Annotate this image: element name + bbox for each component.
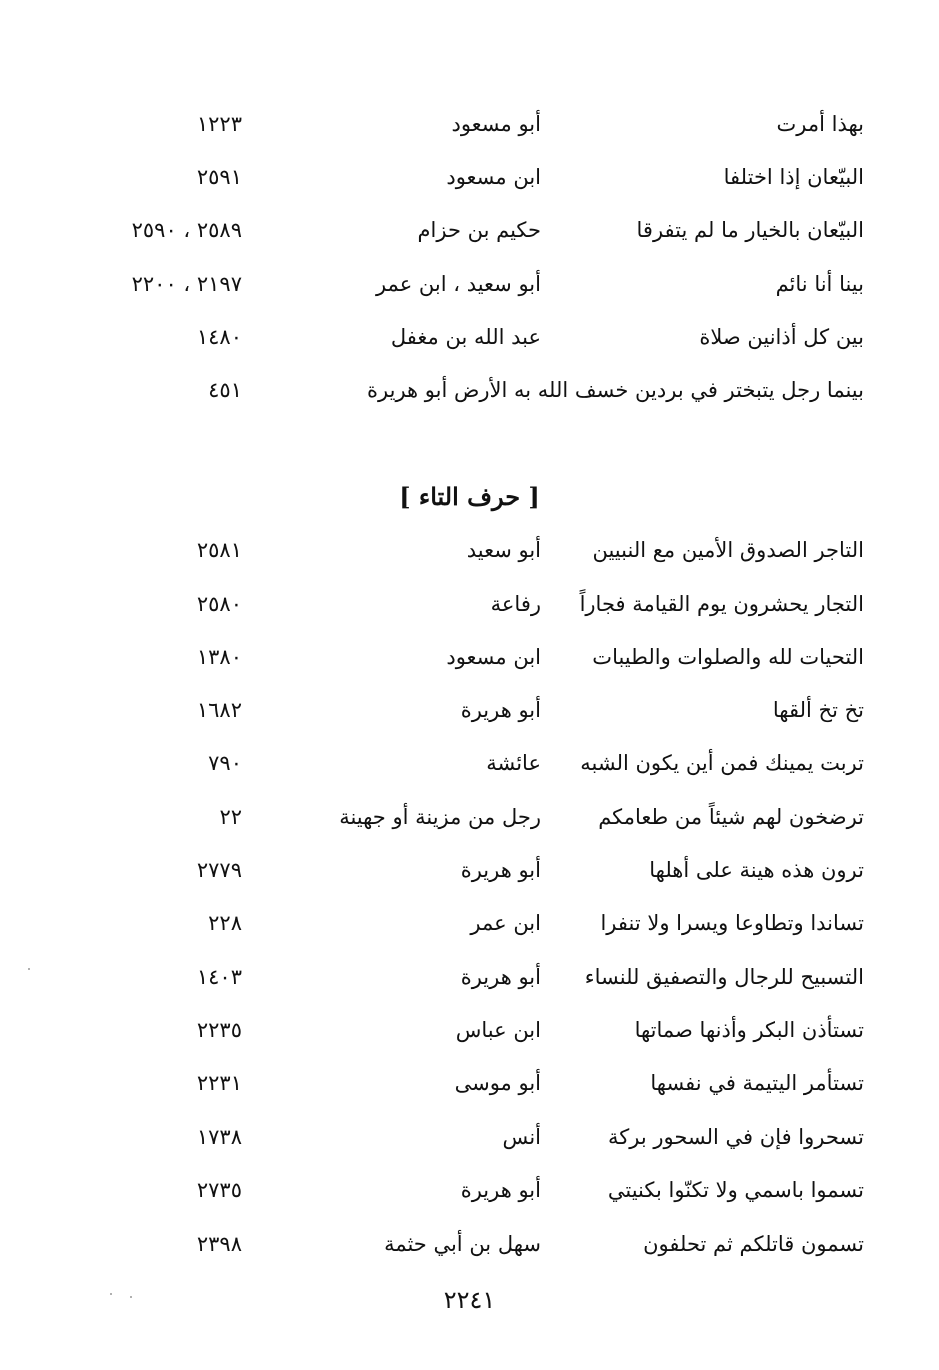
index-entry (0, 1010, 939, 1050)
hadith-text: البيّعان بالخيار ما لم يتفرقا (636, 218, 864, 242)
index-entry (0, 903, 939, 943)
narrator-name: حكيم بن حزام (417, 218, 541, 242)
index-entry (0, 157, 939, 197)
index-entry (0, 317, 939, 357)
hadith-text: بينما رجل يتبختر في بردين خسف الله به الأرض أبو هريرة (367, 378, 864, 402)
hadith-text: تسمون قاتلكم ثم تحلفون (643, 1232, 864, 1256)
hadith-text: بينا أنا نائم (775, 272, 864, 296)
hadith-number: ٢١٩٧ ، ٢٢٠٠ (131, 272, 242, 296)
narrator-name: رفاعة (490, 592, 541, 616)
hadith-number: ١٧٣٨ (196, 1125, 242, 1149)
hadith-text: البيّعان إذا اختلفا (723, 165, 864, 189)
hadith-text: تساندا وتطاوعا ويسرا ولا تنفرا (600, 911, 864, 935)
narrator-name: أبو هريرة (460, 965, 541, 989)
narrator-name: أبو هريرة (460, 1178, 541, 1202)
hadith-text: تسموا باسمي ولا تكنّوا بكنيتي (607, 1178, 864, 1202)
hadith-number: ١٦٨٢ (196, 698, 242, 722)
scan-speck (28, 968, 30, 970)
hadith-number: ٢٢٨ (208, 911, 242, 935)
index-entry (0, 690, 939, 730)
hadith-text: بهذا أمرت (776, 112, 864, 136)
hadith-text: تربت يمينك فمن أين يكون الشبه (580, 751, 864, 775)
narrator-name: رجل من مزينة أو جهينة (339, 805, 541, 829)
hadith-number: ٢٢٣١ (196, 1071, 242, 1095)
index-entry (0, 264, 939, 304)
hadith-text: تسحروا فإن في السحور بركة (608, 1125, 864, 1149)
index-entry (0, 1063, 939, 1103)
index-entry (0, 1117, 939, 1157)
hadith-number: ١٤٠٣ (196, 965, 242, 989)
hadith-text: تستأذن البكر وأذنها صماتها (634, 1018, 864, 1042)
index-entry (0, 210, 939, 250)
narrator-name: أبو موسى (454, 1071, 541, 1095)
index-entry (0, 1170, 939, 1210)
hadith-text: التسبيح للرجال والتصفيق للنساء (584, 965, 864, 989)
narrator-name: ابن عمر (470, 911, 541, 935)
index-entry (0, 850, 939, 890)
hadith-number: ٢٢٣٥ (196, 1018, 242, 1042)
narrator-name: أبو سعيد ، ابن عمر (375, 272, 541, 296)
index-entry (0, 797, 939, 837)
hadith-text: ترضخون لهم شيئاً من طعامكم (598, 805, 864, 829)
scan-speck (110, 1293, 112, 1295)
narrator-name: ابن عباس (455, 1018, 541, 1042)
narrator-name: أبو هريرة (460, 858, 541, 882)
hadith-text: التحيات لله والصلوات والطيبات (592, 645, 864, 669)
hadith-number: ٢٣٩٨ (196, 1232, 242, 1256)
hadith-number: ٢٥٨٩ ، ٢٥٩٠ (131, 218, 242, 242)
hadith-number: ١٢٢٣ (196, 112, 242, 136)
narrator-name: أبو هريرة (460, 698, 541, 722)
hadith-number: ٤٥١ (208, 378, 242, 402)
scan-speck (130, 1296, 132, 1298)
hadith-number: ٢٥٨١ (196, 538, 242, 562)
hadith-number: ٧٩٠ (208, 751, 242, 775)
hadith-text: التاجر الصدوق الأمين مع النبيين (592, 538, 864, 562)
narrator-name: ابن مسعود (446, 645, 541, 669)
index-entry (0, 584, 939, 624)
index-entry (0, 370, 939, 410)
hadith-text: تستأمر اليتيمة في نفسها (650, 1071, 864, 1095)
hadith-number: ٢٥٩١ (196, 165, 242, 189)
index-entry (0, 743, 939, 783)
hadith-number: ١٣٨٠ (196, 645, 242, 669)
narrator-name: سهل بن أبي حثمة (384, 1232, 541, 1256)
hadith-text: ترون هذه هينة على أهلها (649, 858, 864, 882)
narrator-name: عبد الله بن مغفل (390, 325, 541, 349)
narrator-name: أنس (502, 1125, 541, 1149)
index-entry (0, 957, 939, 997)
index-entry (0, 530, 939, 570)
hadith-number: ٢٢ (219, 805, 242, 829)
hadith-number: ٢٧٣٥ (196, 1178, 242, 1202)
index-entry (0, 1224, 939, 1264)
narrator-name: أبو مسعود (451, 112, 541, 136)
index-entry (0, 637, 939, 677)
narrator-name: أبو سعيد (466, 538, 541, 562)
hadith-text: بين كل أذانين صلاة (699, 325, 864, 349)
section-heading: [ حرف التاء ] (399, 482, 540, 511)
narrator-name: ابن مسعود (446, 165, 541, 189)
page-number: ٢٢٤١ (443, 1286, 496, 1314)
hadith-number: ٢٧٧٩ (196, 858, 242, 882)
narrator-name: عائشة (486, 751, 541, 775)
hadith-text: التجار يحشرون يوم القيامة فجاراً (579, 592, 864, 616)
hadith-number: ٢٥٨٠ (196, 592, 242, 616)
hadith-text: تخ تخ ألقها (772, 698, 864, 722)
index-entry (0, 104, 939, 144)
hadith-number: ١٤٨٠ (196, 325, 242, 349)
